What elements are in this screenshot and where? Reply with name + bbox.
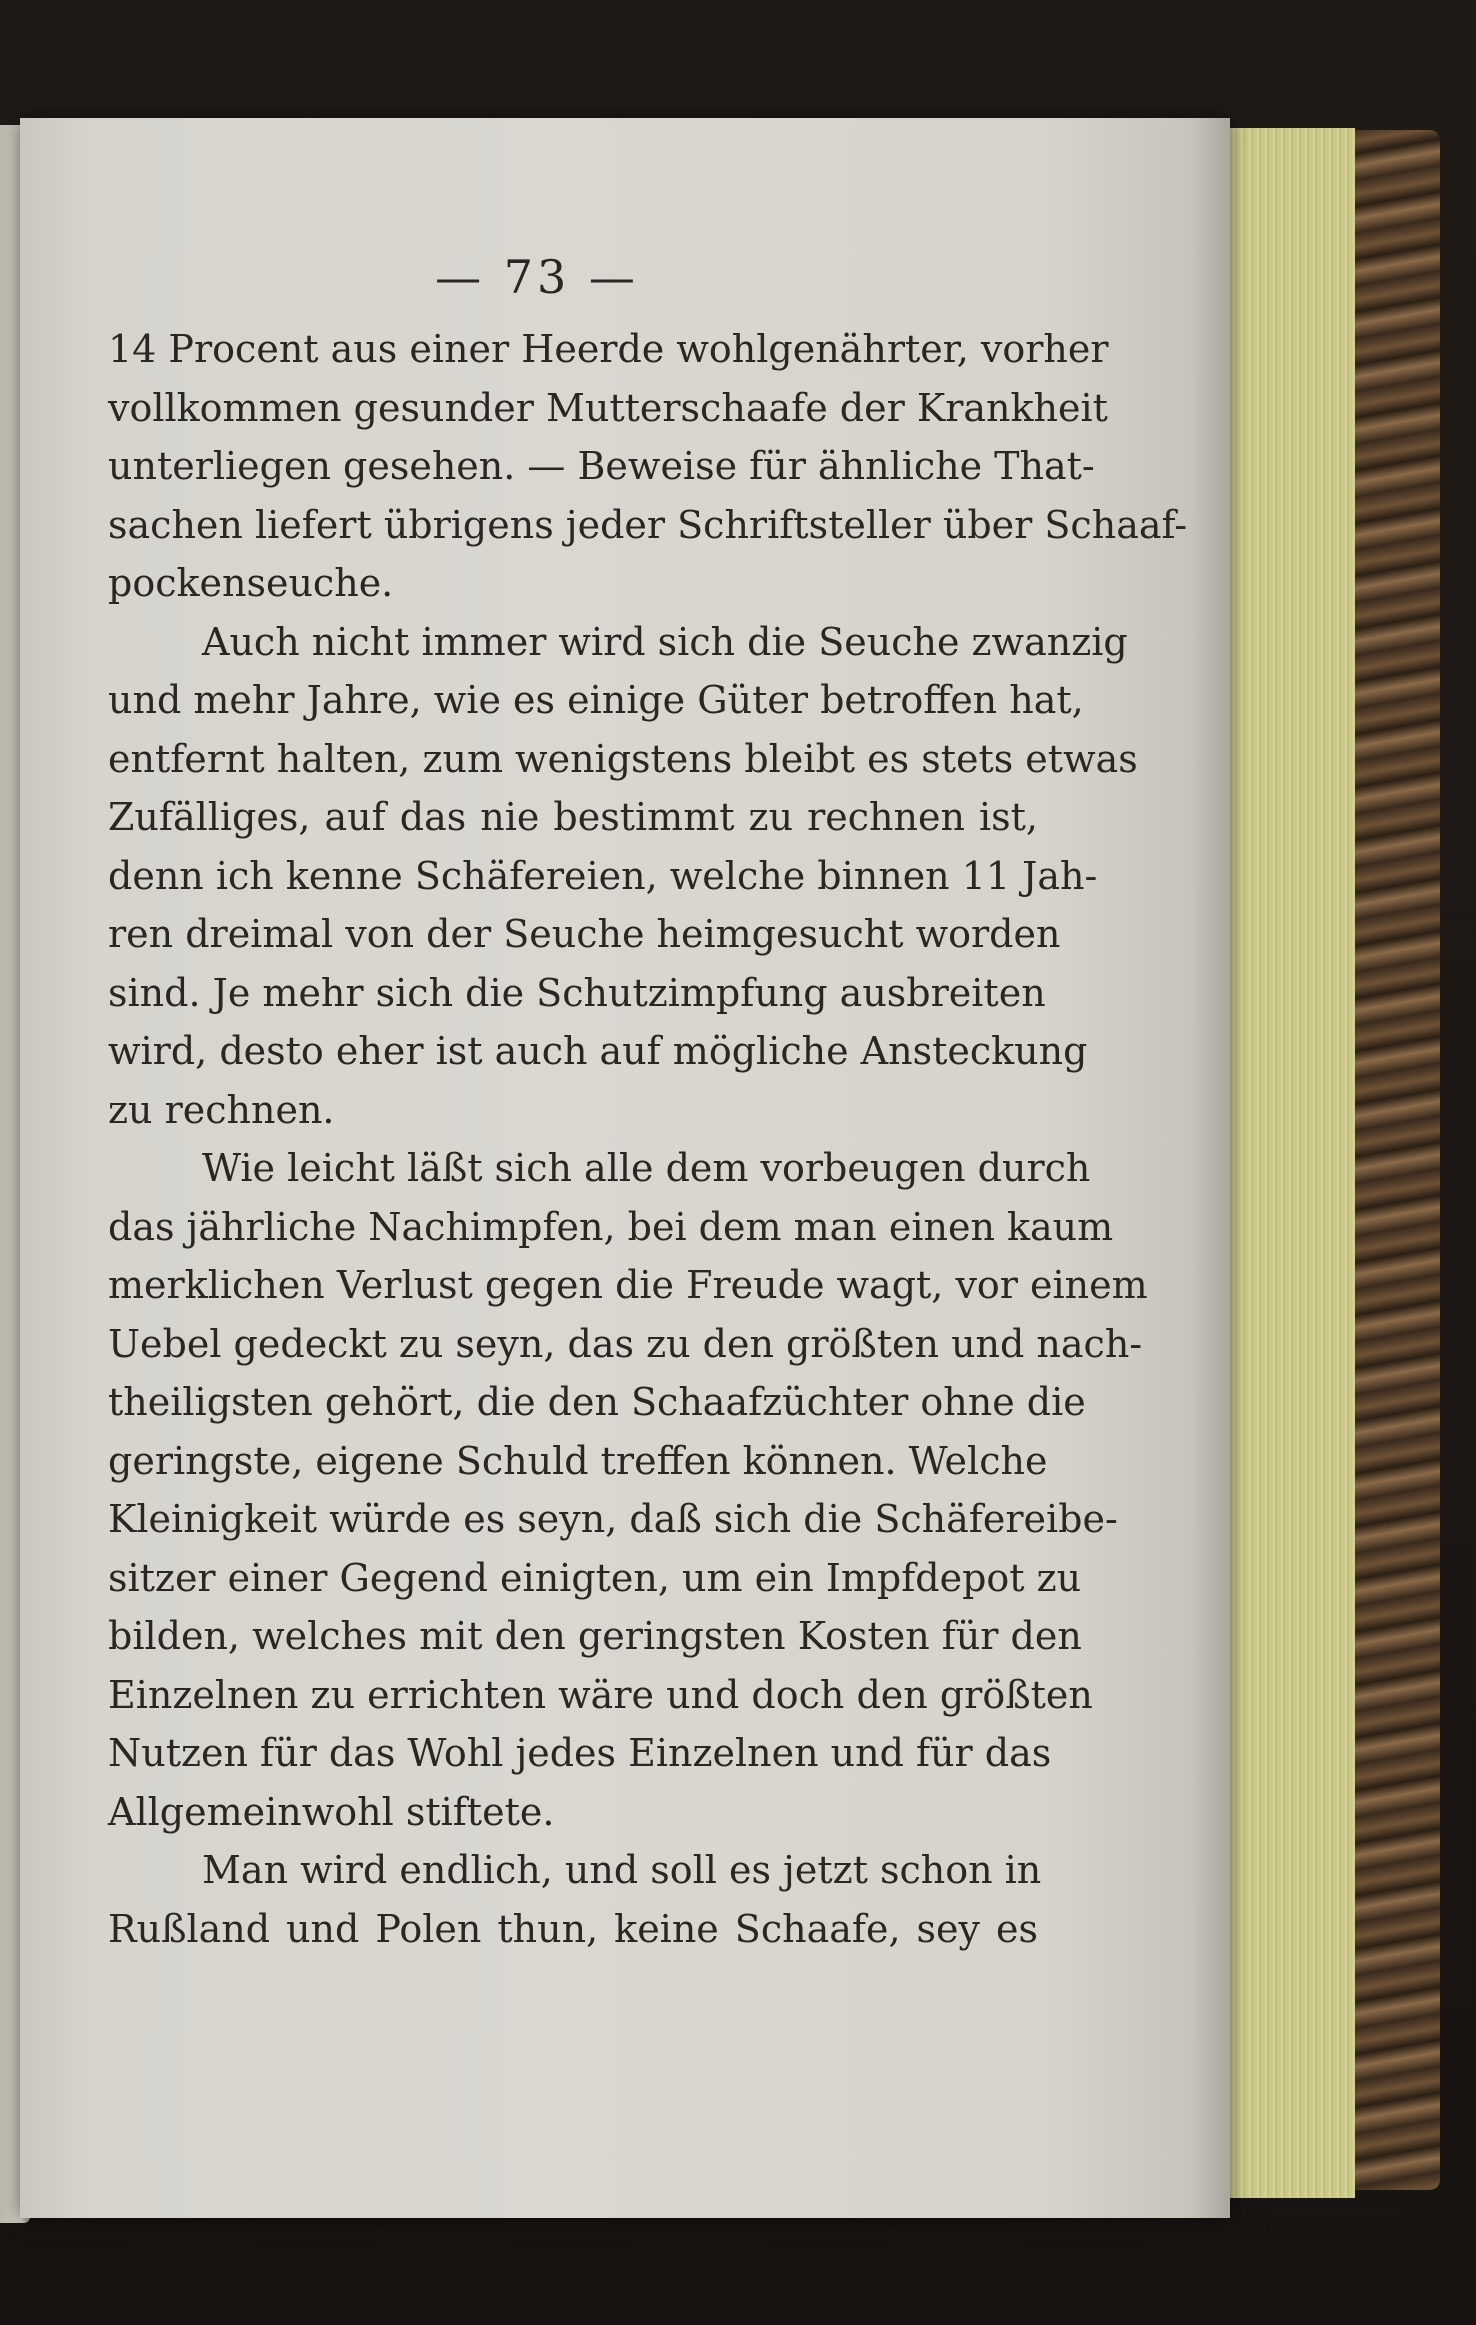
- text-line: Kleinigkeit würde es seyn, daß sich die Schäfereibe-: [108, 1497, 1118, 1541]
- text-line: Allgemeinwohl stiftete.: [108, 1789, 555, 1834]
- text-line: Auch nicht immer wird sich die Seuche zwanzig: [202, 619, 1128, 664]
- text-line: sind. Je mehr sich die Schutzimpfung ausbreiten: [108, 970, 1046, 1015]
- text-line: sitzer einer Gegend einigten, um ein Impfdepot zu: [108, 1555, 1082, 1600]
- text-line: entfernt halten, zum wenigstens bleibt es stets etwas: [108, 736, 1138, 781]
- body-text: [108, 320, 1188, 1958]
- page-number-header: — 73 —: [435, 250, 639, 304]
- text-line: Zufälliges, auf das nie bestimmt zu rechnen ist,: [108, 795, 1038, 839]
- text-line: Rußland und Polen thun, keine Schaafe, sey es: [108, 1906, 1038, 1951]
- text-line: Nutzen für das Wohl jedes Einzelnen und für das: [108, 1731, 1052, 1775]
- text-line: geringste, eigene Schuld treffen können. Welche: [108, 1438, 1048, 1483]
- text-line: bilden, welches mit den geringsten Kosten für den: [108, 1614, 1082, 1658]
- text-line: sachen liefert übrigens jeder Schriftsteller über Schaaf-: [108, 502, 1188, 547]
- text-line: 14 Procent aus einer Heerde wohlgenährter, vorher: [108, 327, 1109, 371]
- text-line: Wie leicht läßt sich alle dem vorbeugen durch: [202, 1146, 1091, 1190]
- text-line: vollkommen gesunder Mutterschaafe der Krankheit: [108, 385, 1108, 430]
- text-line: wird, desto eher ist auch auf mögliche Ansteckung: [108, 1029, 1088, 1073]
- text-line: Einzelnen zu errichten wäre und doch den größten: [108, 1672, 1093, 1717]
- text-line: zu rechnen.: [108, 1087, 335, 1132]
- text-line: Uebel gedeckt zu seyn, das zu den größten und nach-: [108, 1321, 1143, 1366]
- text-line: das jährliche Nachimpfen, bei dem man einen kaum: [108, 1204, 1114, 1249]
- page-edge-shade: [1190, 118, 1230, 2218]
- text-line: und mehr Jahre, wie es einige Güter betroffen hat,: [108, 678, 1084, 722]
- book-cover-marbled: [1340, 130, 1440, 2190]
- text-line: merklichen Verlust gegen die Freude wagt, vor einem: [108, 1263, 1148, 1307]
- text-line: unterliegen gesehen. — Beweise für ähnliche That-: [108, 444, 1095, 488]
- text-line: pockenseuche.: [108, 561, 394, 605]
- text-line: denn ich kenne Schäfereien, welche binnen 11 Jah-: [108, 853, 1098, 898]
- text-line: ren dreimal von der Seuche heimgesucht worden: [108, 912, 1061, 956]
- text-line: theiligsten gehört, die den Schaafzüchter ohne die: [108, 1380, 1086, 1424]
- gilt-page-edges: [1212, 128, 1355, 2198]
- text-line: Man wird endlich, und soll es jetzt schon in: [202, 1848, 1042, 1892]
